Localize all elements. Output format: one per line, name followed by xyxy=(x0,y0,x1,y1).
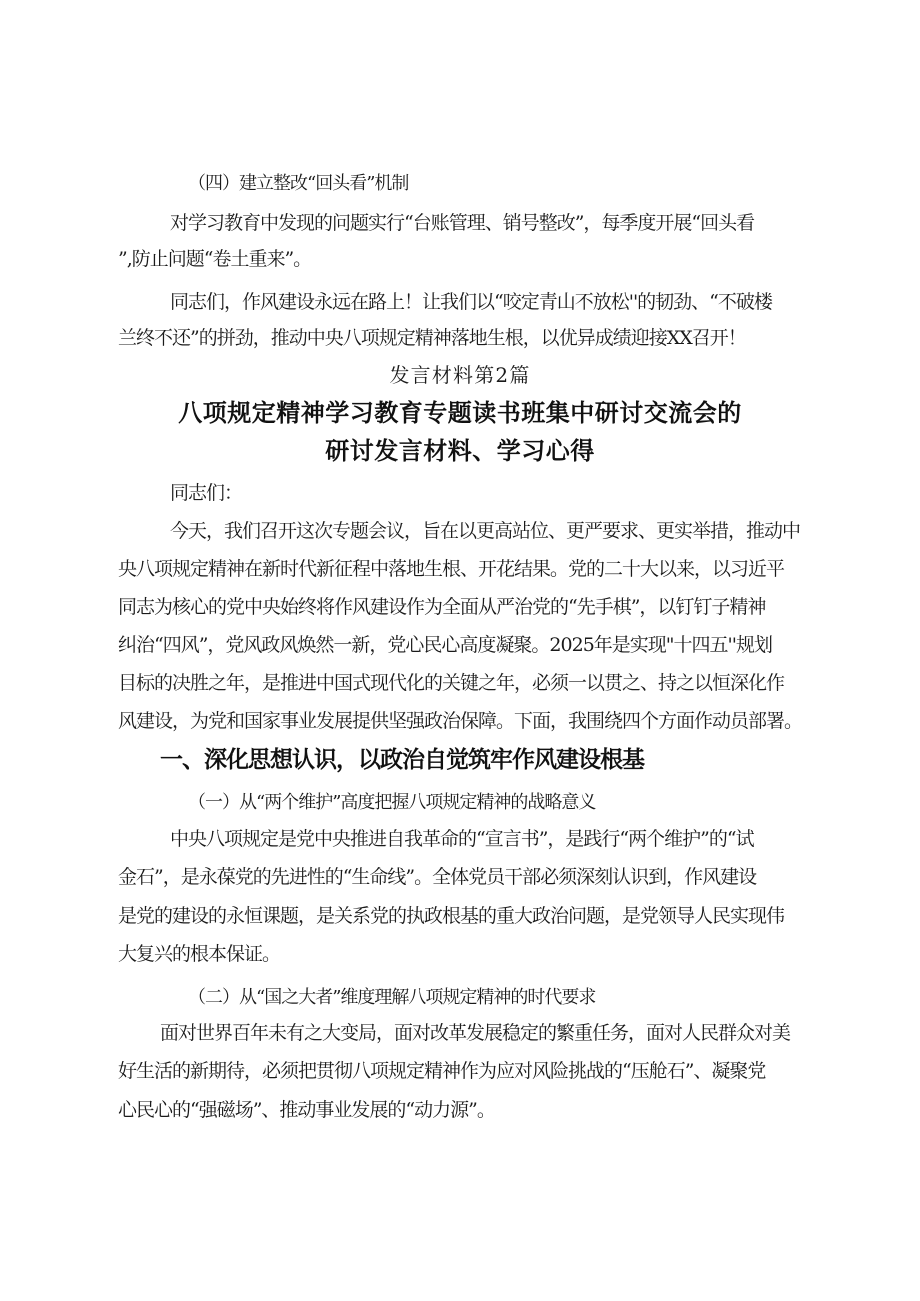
paragraph-line: 纠治“四风”，党风政风焕然一新，党心民心高度凝聚。2025年是实现"十四五''规划 xyxy=(118,634,772,656)
paragraph-line: 心民心的“强磁场”、推动事业发展的“动力源”。 xyxy=(118,1099,495,1121)
paragraph-line: 央八项规定精神在新时代新征程中落地生根、开花结果。党的二十大以来，以习近平 xyxy=(118,558,785,580)
paragraph-line: 中央八项规定是党中央推进自我革命的“宣言书”，是践行“两个维护”的“试 xyxy=(170,828,754,850)
paragraph-line: 对学习教育中发现的问题实行“台账管理、销号整改”，每季度开展“回头看 xyxy=(170,212,755,234)
paragraph-line: 金石”，是永葆党的先进性的“生命线”。全体党员干部必须深刻认识到，作风建设 xyxy=(118,866,757,888)
paragraph-line: 今天，我们召开这次专题会议，旨在以更高站位、更严要求、更实举措，推动中 xyxy=(170,520,801,542)
sub-heading-1: （一）从“两个维护”高度把握八项规定精神的战略意义 xyxy=(188,792,596,813)
paragraph-line: 是党的建设的永恒课题，是关系党的执政根基的重大政治问题，是党领导人民实现伟 xyxy=(118,905,785,927)
section-heading-4: （四）建立整改“回头看”机制 xyxy=(188,173,409,194)
paragraph-line: 好生活的新期待，必须把贯彻八项规定精神作为应对风险挑战的“压舱石”、凝聚党 xyxy=(118,1060,766,1082)
heading-level-1: 一、深化思想认识，以政治自觉筑牢作风建设根基 xyxy=(160,747,644,773)
paragraph-line: 同志为核心的党中央始终将作风建设作为全面从严治党的“先手棋”，以钉钉子精神 xyxy=(118,596,766,618)
part-title: 发言材料第2篇 xyxy=(389,363,531,387)
sub-heading-2: （二）从“国之大者”维度理解八项规定精神的时代要求 xyxy=(188,987,596,1008)
paragraph-line: 目标的决胜之年，是推进中国式现代化的关键之年，必须一以贯之、持之以恒深化作 xyxy=(118,672,785,694)
paragraph-line: 风建设，为党和国家事业发展提供坚强政治保障。下面，我围绕四个方面作动员部署。 xyxy=(118,710,803,732)
paragraph-line: 兰终不还”的拼劲，推动中央八项规定精神落地生根，以优异成绩迎接XX召开！ xyxy=(118,327,746,349)
paragraph-line: 大复兴的根本保证。 xyxy=(118,943,281,965)
salutation: 同志们： xyxy=(170,482,243,504)
paragraph-line: ”,防止问题“卷土重来”。 xyxy=(118,248,312,270)
main-title-line-1: 八项规定精神学习教育专题读书班集中研讨交流会的 xyxy=(178,399,742,427)
paragraph-line: 同志们，作风建设永远在路上！让我们以“咬定青山不放松''的韧劲、“不破楼 xyxy=(170,291,772,313)
main-title-line-2: 研讨发言材料、学习心得 xyxy=(325,437,595,465)
paragraph-line: 面对世界百年未有之大变局，面对改革发展稳定的繁重任务，面对人民群众对美 xyxy=(160,1022,791,1044)
